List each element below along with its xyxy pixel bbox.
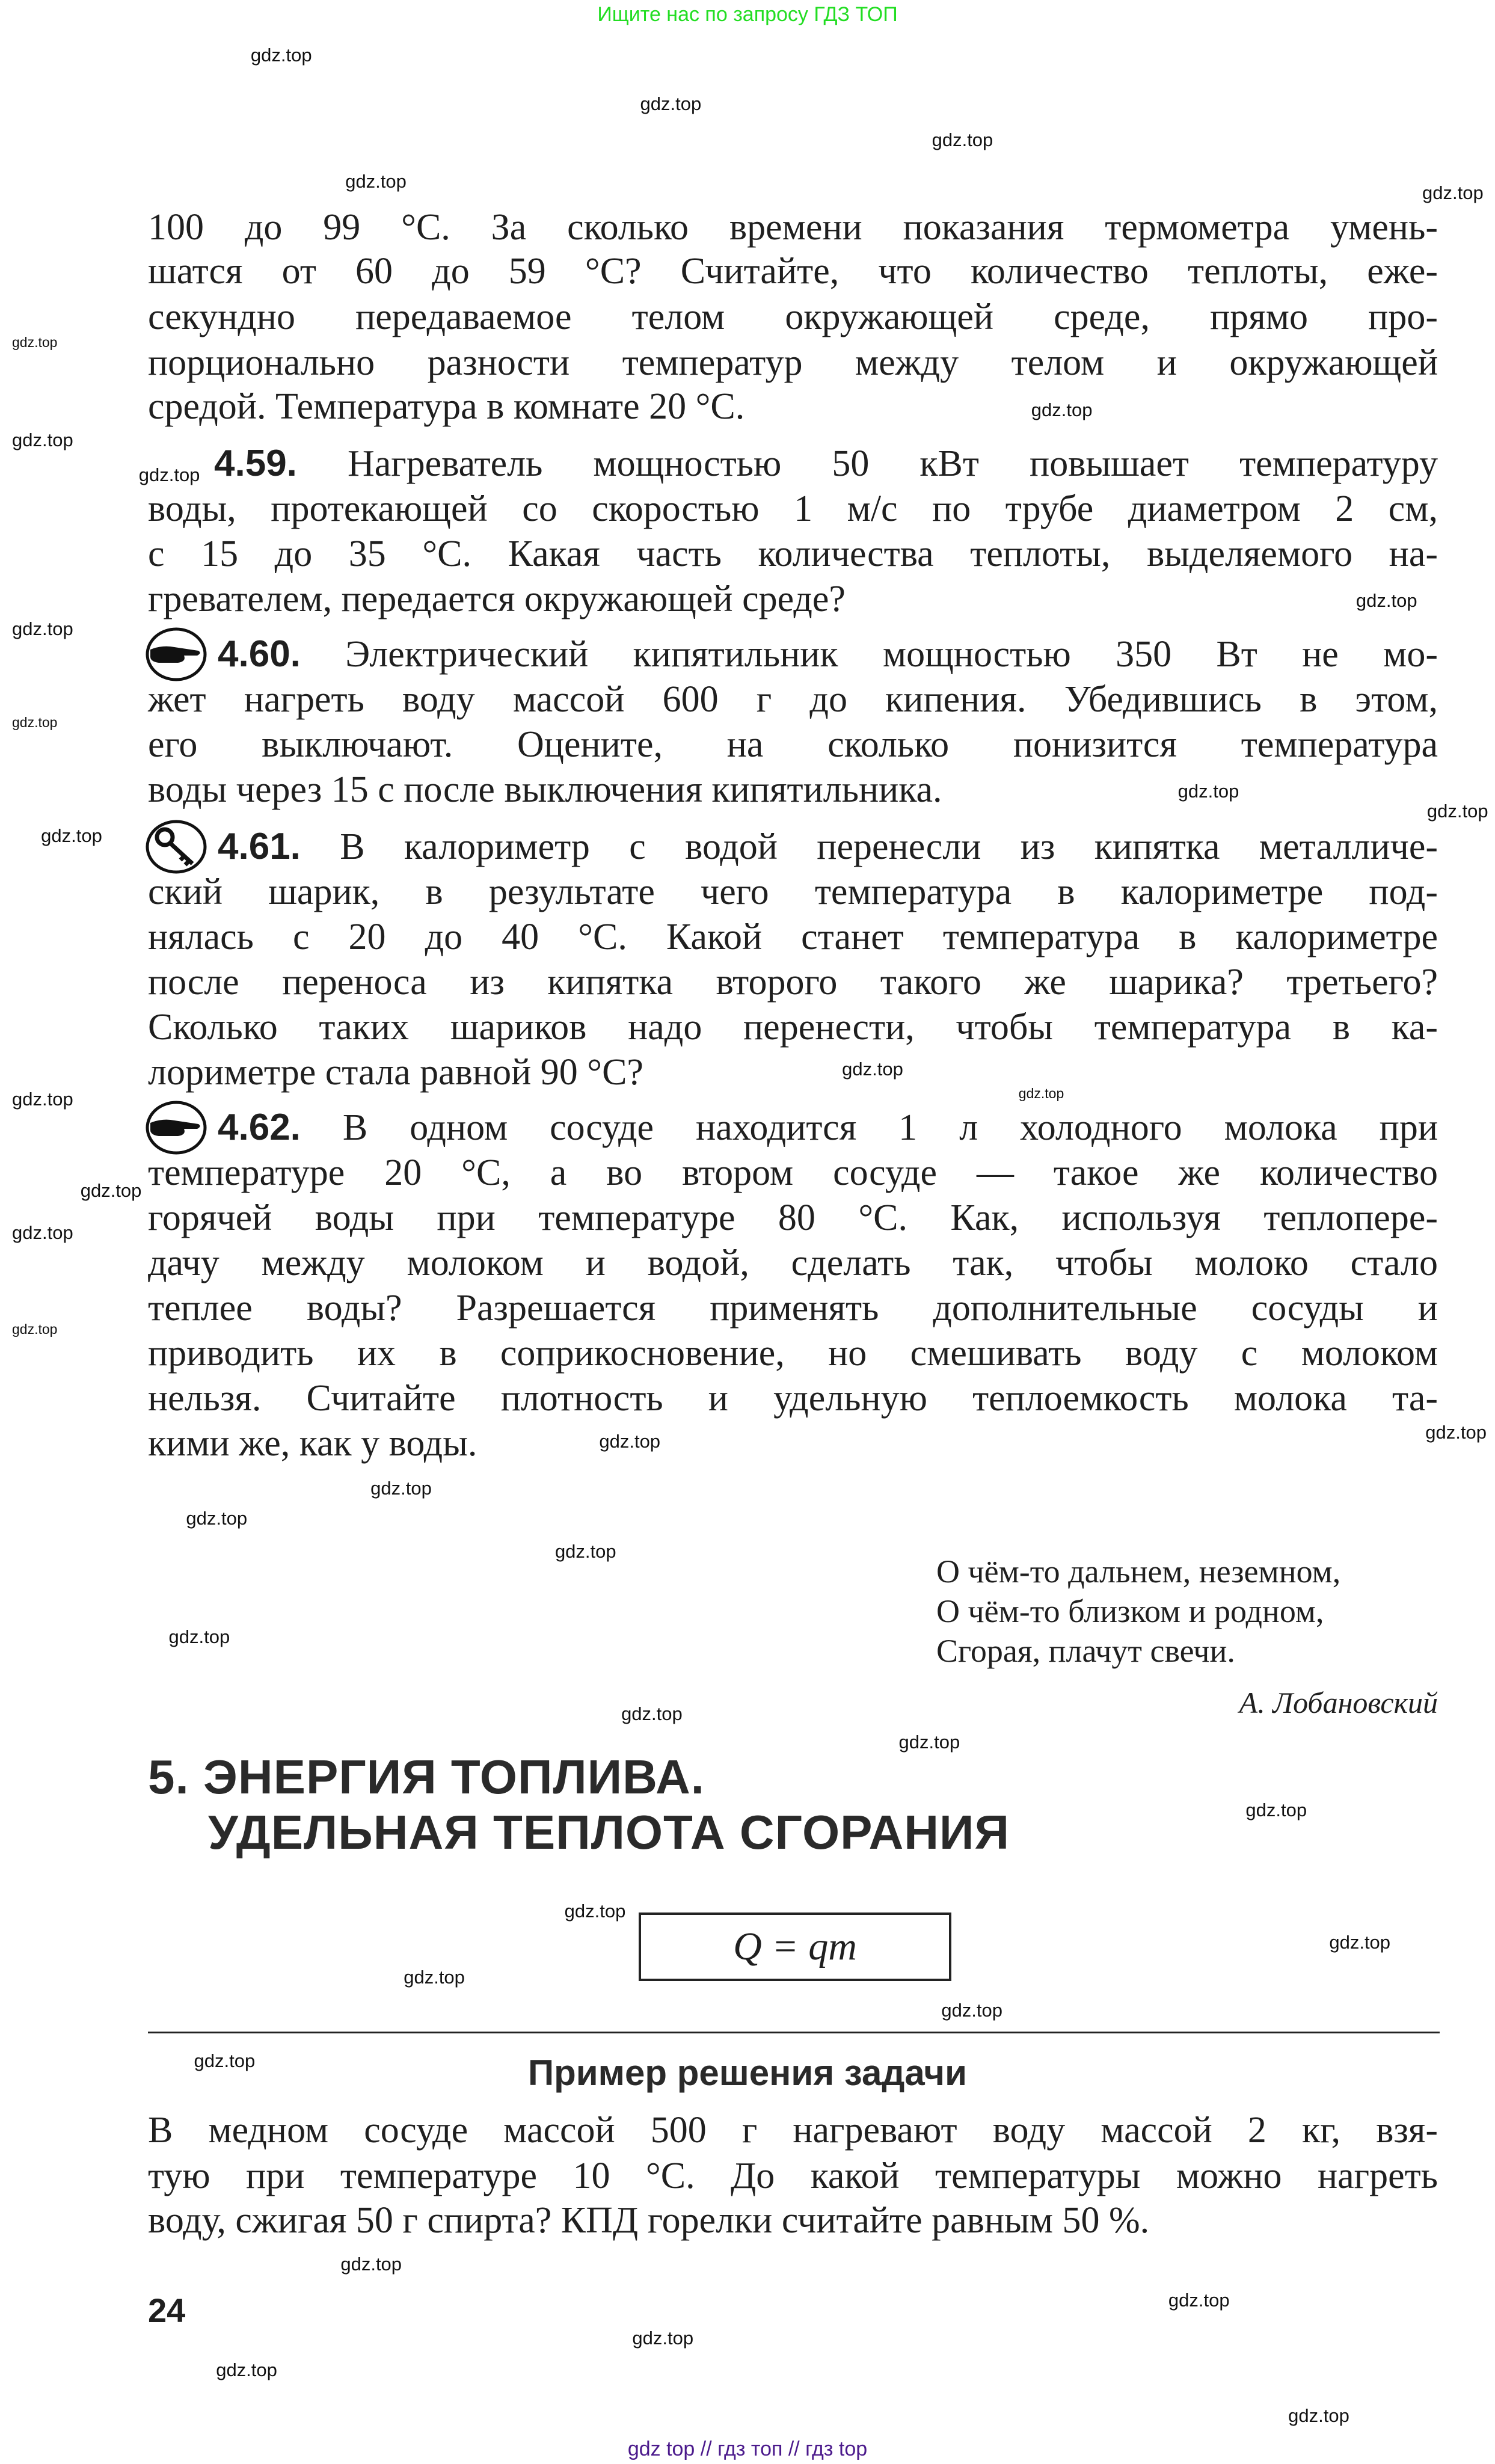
watermark: gdz.top — [216, 2359, 277, 2380]
problem-number: 4.60. — [218, 633, 301, 675]
continuation-line: шатся от 60 до 59 °С? Считайте, что количество теплоты, еже- — [148, 250, 1438, 292]
problem-line — [214, 443, 1438, 485]
watermark: gdz.top — [41, 825, 102, 846]
watermark: gdz.top — [564, 1900, 626, 1922]
watermark: gdz.top — [1031, 399, 1093, 420]
watermark: gdz.top — [12, 1321, 58, 1338]
divider — [148, 2032, 1440, 2033]
problem-line: температуре 20 °С, а во втором сосуде — такое же количество — [148, 1152, 1438, 1193]
watermark: gdz.top — [404, 1966, 465, 1988]
problem-line: нялась с 20 до 40 °С. Какой станет температура в калориметре — [148, 916, 1438, 957]
problem-line: гревателем, передается окружающей среде? — [148, 578, 846, 619]
epigraph — [936, 1552, 1340, 1671]
watermark: gdz.top — [898, 1731, 960, 1753]
problem-line: после переноса из кипятка второго такого же шарика? третьего? — [148, 961, 1438, 1003]
watermark: gdz.top — [1425, 1421, 1487, 1443]
watermark: gdz.top — [138, 464, 200, 486]
watermark: gdz.top — [12, 714, 58, 730]
problem-number: 4.59. — [214, 442, 297, 484]
epigraph-line: Сгорая, плачут свечи. — [936, 1633, 1235, 1669]
problem-line: с 15 до 35 °С. Какая часть количества теплоты, выделяемого на- — [148, 533, 1438, 574]
watermark: gdz.top — [12, 429, 73, 450]
problem-text: В калориметр с водой перенесли из кипятка металличе- — [300, 826, 1438, 867]
problem-text: Нагреватель мощностью 50 кВт повышает температуру — [296, 443, 1438, 484]
page-number: 24 — [148, 2291, 186, 2329]
problem-line: жет нагреть воду массой 600 г до кипения. Убедившись в этом, — [148, 679, 1438, 720]
watermark: gdz.top — [1422, 182, 1484, 203]
watermark: gdz.top — [250, 44, 312, 66]
watermark: gdz.top — [12, 1222, 73, 1244]
continuation-line: порционально разности температур между телом и окружающей — [148, 342, 1438, 384]
watermark: gdz.top — [842, 1058, 903, 1080]
watermark: gdz.top — [340, 2254, 402, 2275]
problem-line: приводить их в соприкосновение, но смешивать воду с молоком — [148, 1332, 1438, 1374]
watermark: gdz.top — [186, 1507, 248, 1529]
watermark: gdz.top — [1355, 589, 1417, 611]
problem-line — [218, 633, 1438, 675]
problem-line: нельзя. Считайте плотность и удельную теплоемкость молока та- — [148, 1377, 1438, 1419]
problem-line: горячей воды при температуре 80 °С. Как, используя теплопере- — [148, 1197, 1438, 1238]
problem-line: воды, протекающей со скоростью 1 м/с по трубе диаметром 2 см, — [148, 488, 1438, 529]
problem-line: Сколько таких шариков надо перенести, чтобы температура в ка- — [148, 1006, 1438, 1048]
watermark: gdz.top — [80, 1179, 142, 1201]
continuation-line: секундно передаваемое телом окружающей среде, прямо про- — [148, 296, 1438, 338]
chapter-title-line-2: УДЕЛЬНАЯ ТЕПЛОТА СГОРАНИЯ — [208, 1805, 1010, 1859]
problem-line: его выключают. Оцените, на сколько понизится температура — [148, 724, 1438, 766]
search-banner[interactable]: Ищите нас по запросу ГДЗ ТОП — [597, 3, 898, 26]
example-line: тую при температуре 10 °С. До какой температуры можно нагреть — [148, 2155, 1438, 2197]
watermark: gdz.top — [599, 1430, 661, 1452]
example-line: воду, сжигая 50 г спирта? КПД горелки считайте равным 50 %. — [148, 2199, 1150, 2241]
problem-line: воды через 15 с после выключения кипятильника. — [148, 769, 942, 811]
continuation-line: средой. Температура в комнате 20 °С. — [148, 386, 745, 428]
formula: Q = qm — [733, 1925, 857, 1968]
watermark: gdz.top — [1168, 2290, 1230, 2311]
watermark: gdz.top — [1018, 1086, 1064, 1102]
chapter-title-line-1: 5. ЭНЕРГИЯ ТОПЛИВА. — [148, 1750, 705, 1804]
watermark: gdz.top — [1177, 781, 1239, 802]
watermark: gdz.top — [1288, 2404, 1349, 2426]
problem-line: кими же, как у воды. — [148, 1422, 477, 1464]
problem-line: лориметре стала равной 90 °С? — [148, 1051, 643, 1093]
example-line: В медном сосуде массой 500 г нагревают воду массой 2 кг, взя- — [148, 2110, 1438, 2151]
epigraph-line: О чём-то близком и родном, — [936, 1593, 1324, 1629]
watermark: gdz.top — [345, 170, 407, 192]
watermark: gdz.top — [640, 93, 702, 115]
problem-number: 4.61. — [218, 826, 301, 867]
epigraph-line: О чём-то дальнем, неземном, — [936, 1553, 1341, 1590]
pointing-hand-icon — [144, 627, 208, 682]
watermark: gdz.top — [941, 2000, 1003, 2021]
pointing-hand-icon — [144, 1100, 208, 1155]
epigraph-author: А. Лобановский — [1239, 1686, 1438, 1719]
footer-links[interactable]: gdz top // гдз топ // гдз top — [627, 2438, 868, 2460]
watermark: gdz.top — [194, 2050, 256, 2071]
watermark: gdz.top — [12, 618, 73, 640]
watermark: gdz.top — [621, 1703, 683, 1725]
watermark: gdz.top — [12, 334, 58, 350]
watermark: gdz.top — [12, 1088, 73, 1110]
watermark: gdz.top — [632, 2327, 694, 2349]
problem-line — [218, 826, 1438, 868]
continuation-line: 100 до 99 °С. За сколько времени показания термометра умень- — [148, 206, 1438, 248]
example-title: Пример решения задачи — [527, 2053, 968, 2093]
watermark: gdz.top — [932, 129, 993, 151]
problem-line: дачу между молоком и водой, сделать так, чтобы молоко стало — [148, 1242, 1438, 1283]
problem-text: Электрический кипятильник мощностью 350 Вт не мо- — [300, 634, 1438, 675]
problem-text: В одном сосуде находится 1 л холодного молока при — [300, 1107, 1438, 1148]
formula-box — [639, 1913, 951, 1981]
watermark: gdz.top — [1245, 1799, 1307, 1821]
watermark: gdz.top — [1426, 800, 1488, 822]
watermark: gdz.top — [370, 1478, 432, 1499]
problem-line: теплее воды? Разрешается применять дополнительные сосуды и — [148, 1287, 1438, 1329]
key-icon — [144, 819, 208, 874]
watermark: gdz.top — [554, 1541, 616, 1562]
problem-line — [218, 1107, 1438, 1149]
watermark: gdz.top — [1329, 1932, 1391, 1953]
watermark: gdz.top — [168, 1626, 230, 1647]
problem-number: 4.62. — [218, 1106, 301, 1148]
problem-line: ский шарик, в результате чего температура в калориметре под- — [148, 871, 1438, 912]
